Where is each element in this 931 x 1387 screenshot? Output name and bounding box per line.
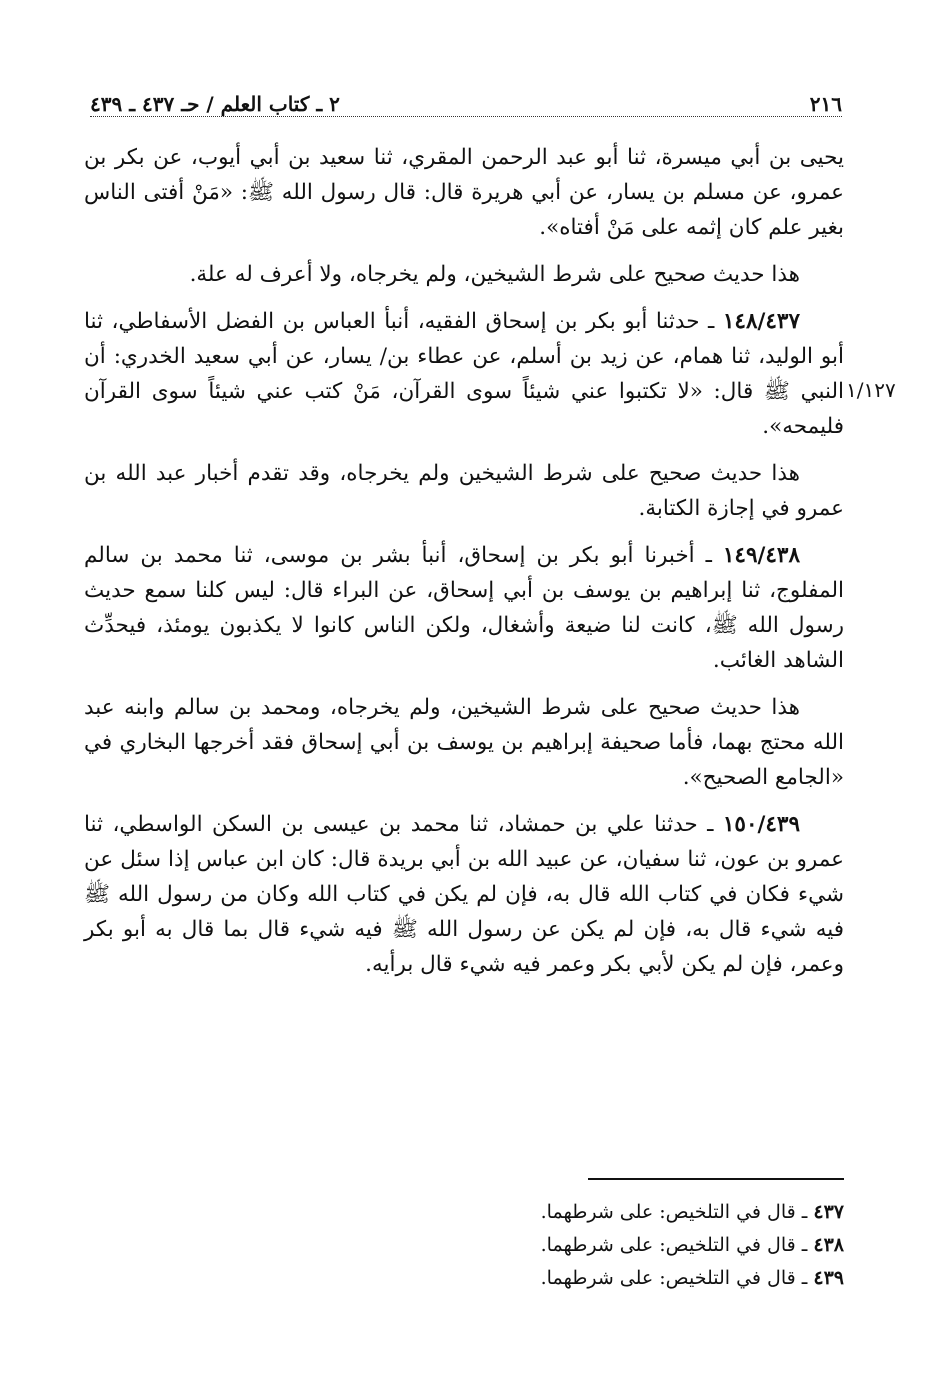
footnote-number: ٤٣٧ — [813, 1201, 844, 1223]
hadith-text: ـ حدثنا علي بن حمشاد، ثنا محمد بن عيسى بن السكن الواسطي، ثنا عمرو بن عون، ثنا سفيان، عن عبيد الله بن أبي بريدة قال: كان ابن عباس إذا سئل عن شيء فكان في كتاب الله قال به، فإن لم يكن في كتاب الله وكان من رسول الله ﷺ فيه شيء قال به، فإن لم يكن عن رسول الله ﷺ فيه شيء قال بما قال به أبو بكر وعمر، فإن لم يكن لأبي بكر وعمر فيه شيء قال برأيه. — [84, 812, 844, 977]
footnote-divider — [588, 1178, 844, 1180]
hadith-number: ١٤٨/٤٣٧ — [722, 309, 800, 334]
footnote — [430, 1229, 844, 1262]
footnote-text: ـ قال في التلخيص: على شرطهما. — [540, 1201, 814, 1223]
hadith-entry — [84, 304, 844, 444]
page-number: ٢١٦ — [809, 92, 842, 116]
paragraph-commentary — [84, 690, 844, 795]
footnote-text: ـ قال في التلخيص: على شرطهما. — [540, 1267, 814, 1289]
footnote-text: ـ قال في التلخيص: على شرطهما. — [540, 1234, 814, 1256]
paragraph-text: هذا حديث صحيح على شرط الشيخين ولم يخرجاه، وقد تقدم أخبار عبد الله بن عمرو في إجازة الكتابة. — [84, 461, 844, 521]
hadith-entry — [84, 538, 844, 678]
footnote-number: ٤٣٩ — [813, 1267, 844, 1289]
paragraph-commentary — [84, 257, 844, 292]
running-title: ٢ ـ كتاب العلم / حـ ٤٣٧ ـ ٤٣٩ — [90, 92, 340, 116]
footnote — [430, 1262, 844, 1295]
paragraph-text: هذا حديث صحيح على شرط الشيخين، ولم يخرجاه، ولا أعرف له علة. — [189, 262, 800, 287]
hadith-entry — [84, 807, 844, 982]
footnote-number: ٤٣٨ — [813, 1234, 844, 1256]
paragraph-text: يحيى بن أبي ميسرة، ثنا أبو عبد الرحمن المقري، ثنا سعيد بن أبي أيوب، عن بكر بن عمرو، عن مسلم بن يسار، عن أبي هريرة قال: قال رسول الله ﷺ: «مَنْ أفتى الناس بغير علم كان إثمه على مَنْ أفتاه». — [84, 145, 844, 240]
paragraph-commentary — [84, 456, 844, 526]
hadith-text: ـ أخبرنا أبو بكر بن إسحاق، أنبأ بشر بن موسى، ثنا محمد بن سالم المفلوج، ثنا إبراهيم بن يوسف بن أبي إسحاق، عن البراء قال: ليس كلنا سمع حديث رسول الله ﷺ، كانت لنا ضيعة وأشغال، ولكن الناس كانوا لا يكذبون يومئذ، فيحدِّث الشاهد الغائب. — [84, 543, 844, 673]
page-header — [90, 82, 842, 117]
hadith-number: ١٥٠/٤٣٩ — [722, 812, 800, 837]
footnote — [430, 1196, 844, 1229]
footnotes — [430, 1196, 844, 1295]
margin-reference: ١/١٢٧ — [846, 378, 896, 402]
hadith-text: ـ حدثنا أبو بكر بن إسحاق الفقيه، أنبأ العباس بن الفضل الأسفاطي، ثنا أبو الوليد، ثنا همام، عن زيد بن أسلم، عن عطاء بن/ يسار، عن أبي سعيد الخدري: أن النبي ﷺ قال: «لا تكتبوا عني شيئاً سوى القرآن، مَنْ كتب عني شيئاً سوى القرآن فليمحه». — [84, 309, 844, 439]
paragraph — [84, 140, 844, 245]
paragraph-text: هذا حديث صحيح على شرط الشيخين، ولم يخرجاه، ومحمد بن سالم وابنه عبد الله محتج بهما، فأما صحيفة إبراهيم بن يوسف بن أبي إسحاق فقد أخرجها البخاري في «الجامع الصحيح». — [84, 695, 844, 790]
hadith-number: ١٤٩/٤٣٨ — [722, 543, 800, 568]
main-text — [84, 140, 844, 994]
